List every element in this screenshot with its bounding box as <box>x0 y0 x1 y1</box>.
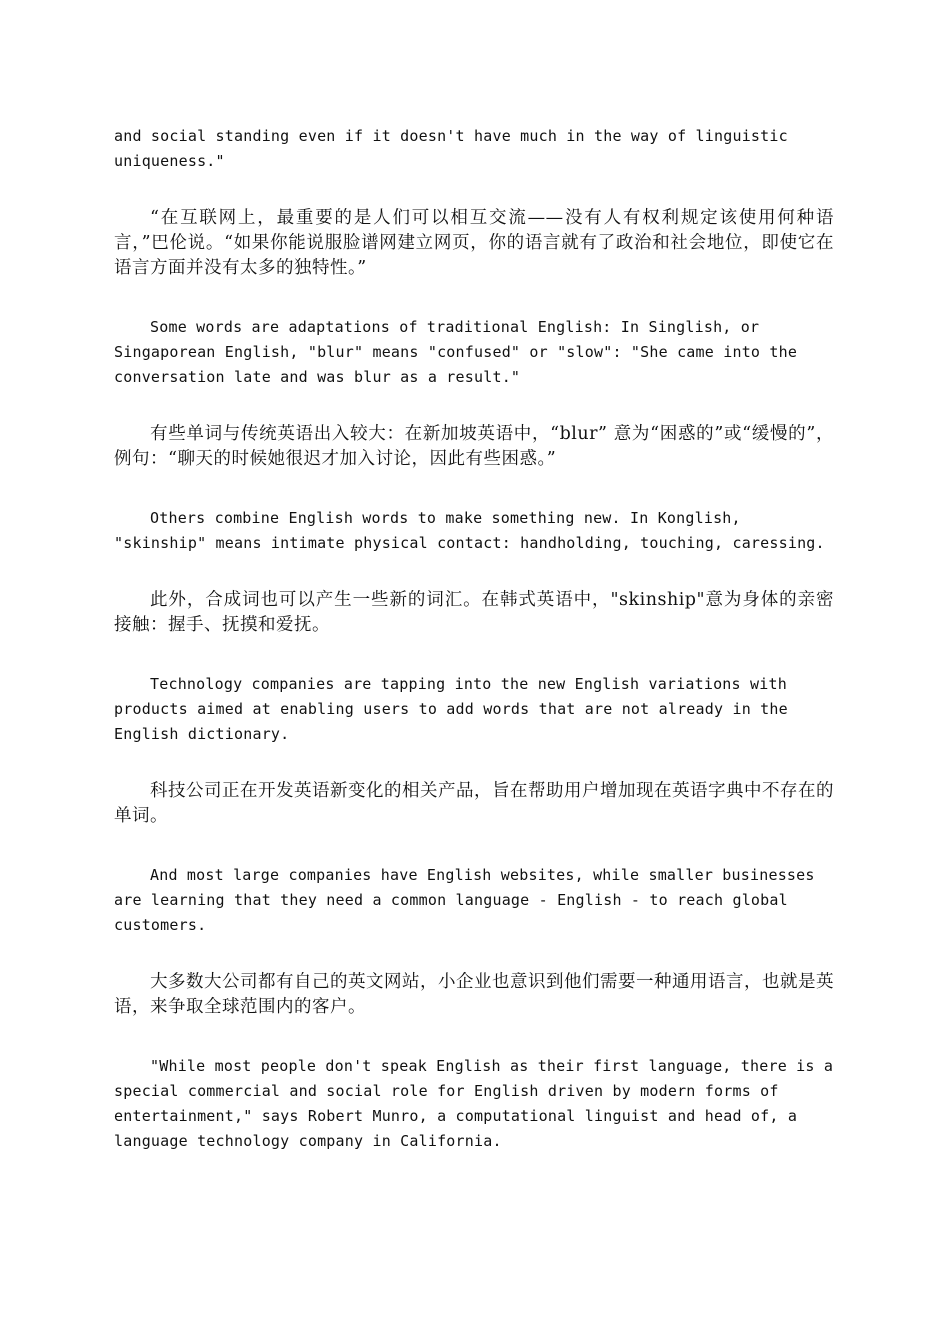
paragraph-en-6: "While most people don't speak English as their first language, there is a special commercial and social role for English driven by modern forms of entertainment," says Robert Munro, a computational linguist and head of, a language technology company in California. <box>114 1057 843 1150</box>
paragraph-zh-5: 大多数大公司都有自己的英文网站，小企业也意识到他们需要一种通用语言，也就是英语，来争取全球范围内的客户。 <box>114 972 834 1017</box>
paragraph-en-5: And most large companies have English websites, while smaller businesses are learning that they need a common language - English - to reach global customers. <box>114 866 824 934</box>
paragraph-en-2: Some words are adaptations of traditional English: In Singlish, or Singaporean English, "blur" means "confused" or "slow": "She came into the conversation late and was blur as a result." <box>114 318 807 386</box>
paragraph-en-3: Others combine English words to make something new. In Konglish, "skinship" means intimate physical contact: handholding, touching, caressing. <box>114 509 825 552</box>
paragraph-en-1: and social standing even if it doesn't have much in the way of linguistic uniqueness." <box>114 127 798 170</box>
paragraph-zh-3: 此外，合成词也可以产生一些新的词汇。在韩式英语中，"skinship"意为身体的亲密接触：握手、抚摸和爱抚。 <box>114 590 834 635</box>
document-body <box>114 124 843 1154</box>
paragraph-en-4: Technology companies are tapping into the new English variations with products aimed at enabling users to add words that are not already in the English dictionary. <box>114 675 798 743</box>
paragraph-zh-4: 科技公司正在开发英语新变化的相关产品，旨在帮助用户增加现在英语字典中不存在的单词。 <box>114 781 834 826</box>
paragraph-zh-2: 有些单词与传统英语出入较大：在新加坡英语中，“blur” 意为“困惑的”或“缓慢的”，例句：“聊天的时候她很迟才加入讨论，因此有些困惑。” <box>114 424 834 469</box>
paragraph-zh-1: “在互联网上，最重要的是人们可以相互交流——没有人有权利规定该使用何种语言，”巴伦说。“如果你能说服脸谱网建立网页，你的语言就有了政治和社会地位，即使它在语言方面并没有太多的独特性。” <box>114 208 834 278</box>
